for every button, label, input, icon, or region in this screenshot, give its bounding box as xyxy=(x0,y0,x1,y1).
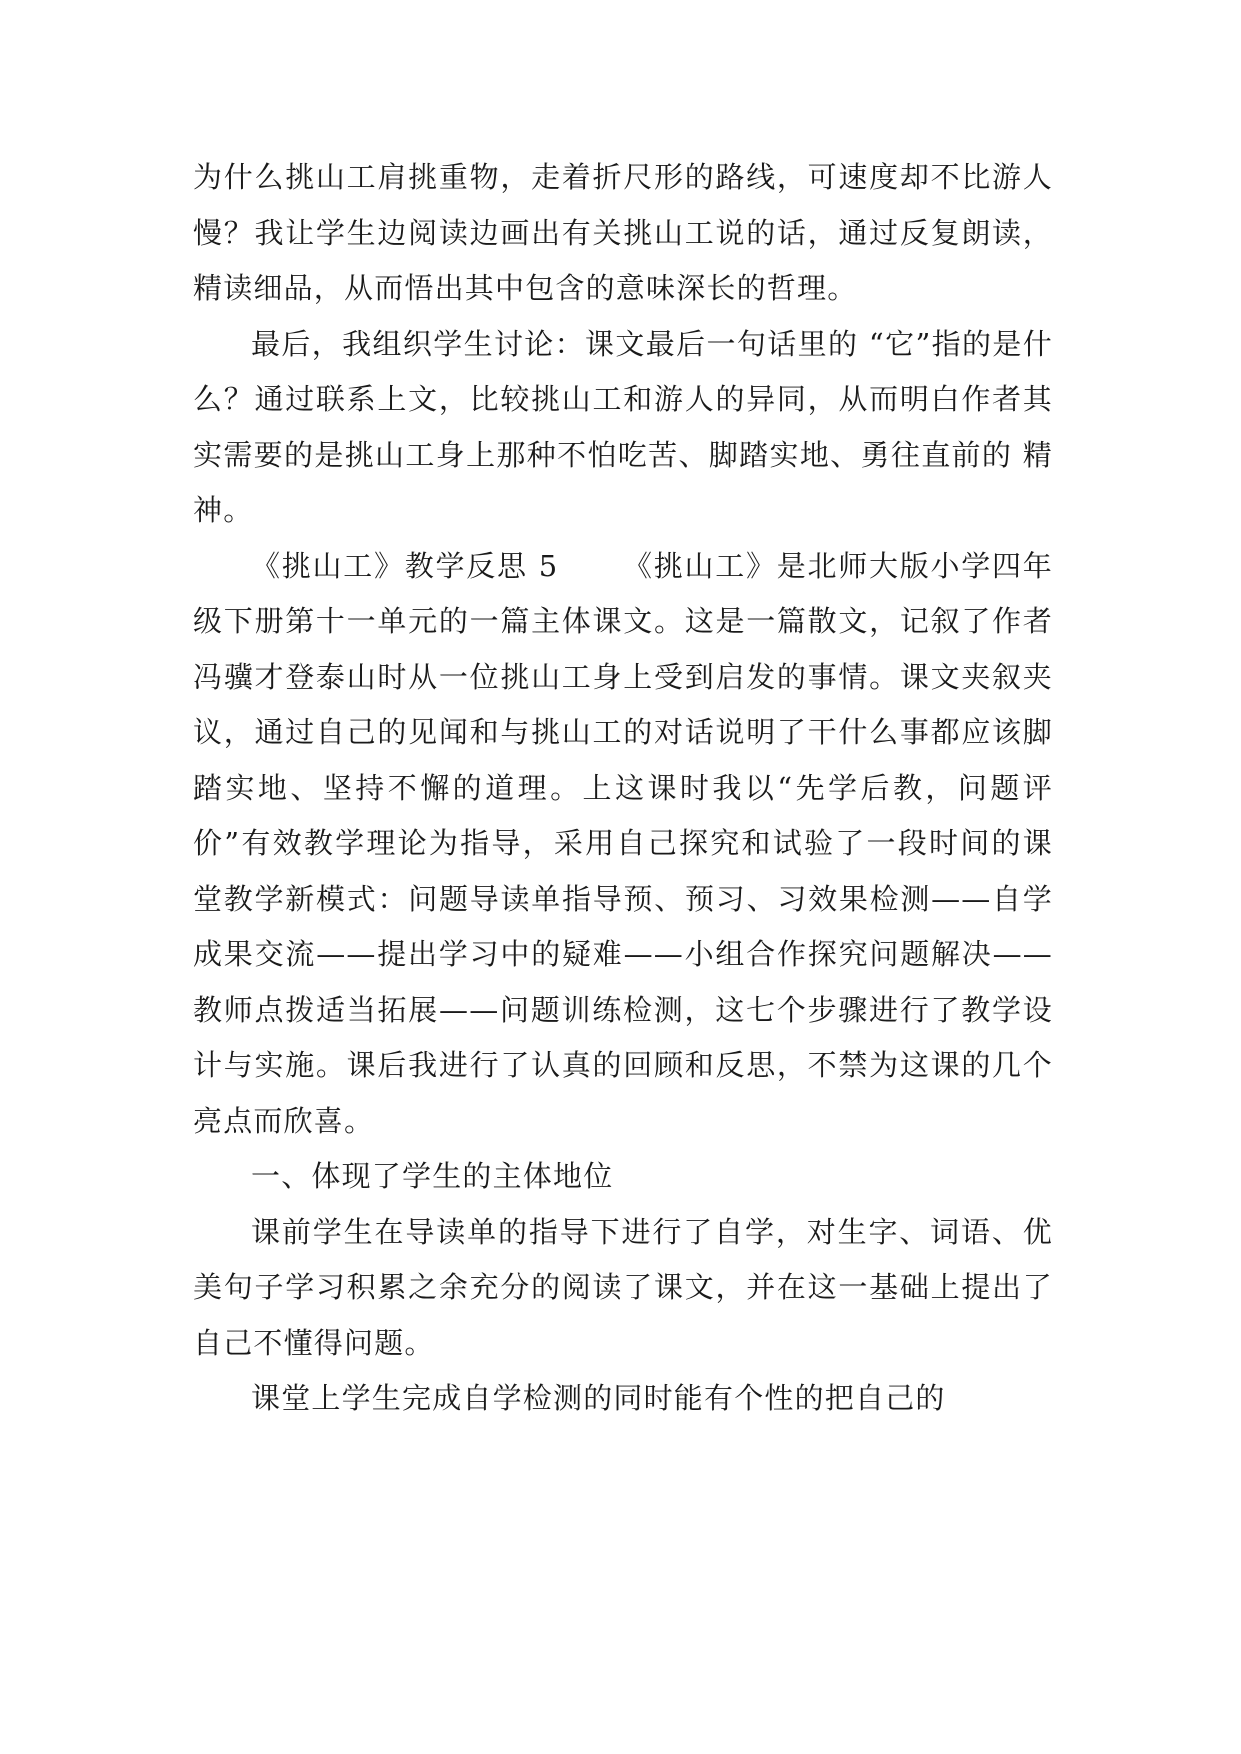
document-page xyxy=(193,150,1053,1427)
section-body: 《挑山工》是北师大版小学四年级下册第十一单元的一篇主体课文。这是一篇散文，记叙了作者冯骥才登泰山时从一位挑山工身上受到启发的事情。课文夹叙夹议，通过自己的见闻和与挑山工的对话说明了干什么事都应该脚踏实地、坚持不懈的道理。上这课时我以“先学后教，问题评价”有效教学理论为指导，采用自己探究和试验了一段时间的课堂教学新模式：问题导读单指导预、预习、习效果检测——自学成果交流——提出学习中的疑难——小组合作探究问题解决——教师点拨适当拓展——问题训练检测，这七个步骤进行了教学设计与实施。课后我进行了认真的回顾和反思，不禁为这课的几个亮点而欣喜。 xyxy=(193,548,1053,1138)
section-paragraph xyxy=(193,539,1053,1150)
paragraph-2: 最后，我组织学生讨论：课文最后一句话里的 “它”指的是什么？通过联系上文，比较挑山工和游人的异同，从而明白作者其实需要的是挑山工身上那种不怕吃苦、脚踏实地、勇往直前的 精神。 xyxy=(193,326,1053,527)
subheading: 一、体现了学生的主体地位 xyxy=(251,1159,614,1193)
paragraph-after-heading-1: 课前学生在导读单的指导下进行了自学，对生字、词语、优美句子学习积累之余充分的阅读了课文，并在这一基础上提出了自己不懂得问题。 xyxy=(193,1214,1053,1360)
section-title: 《挑山工》教学反思 5 xyxy=(251,548,559,583)
paragraph-1: 为什么挑山工肩挑重物，走着折尺形的路线，可速度却不比游人慢？我让学生边阅读边画出有关挑山工说的话，通过反复朗读，精读细品，从而悟出其中包含的意味深长的哲理。 xyxy=(193,160,1053,305)
paragraph-after-heading-2: 课堂上学生完成自学检测的同时能有个性的把自己的 xyxy=(251,1381,946,1415)
